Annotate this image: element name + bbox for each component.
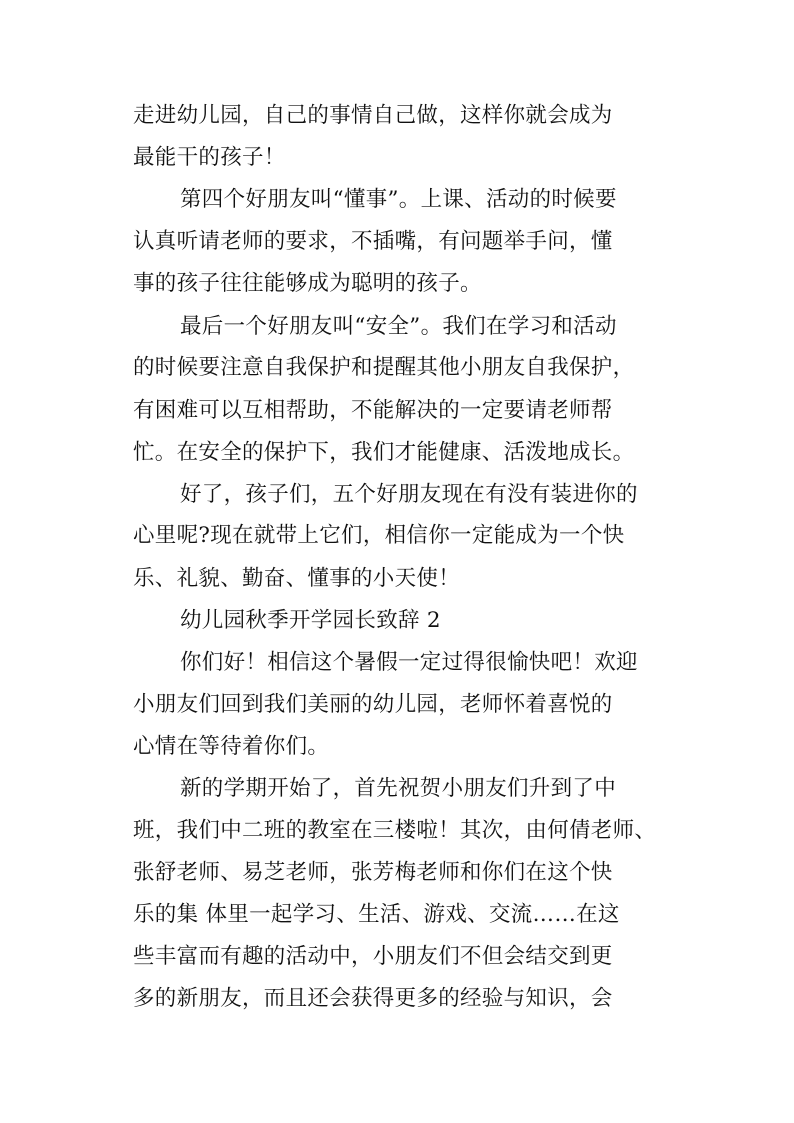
paragraph-start-line: 最后一个好朋友叫“安全”。我们在学习和活动 <box>180 314 617 339</box>
text-line: 事的孩子往往能够成为聪明的孩子。 <box>133 271 482 296</box>
paragraph-start-line: 好了，孩子们，五个好朋友现在有没有装进你的 <box>180 482 638 507</box>
text-line: 乐的集 体里一起学习、生活、游戏、交流……在这 <box>133 902 620 927</box>
text-line: 走进幼儿园，自己的事情自己做，这样你就会成为 <box>133 103 613 128</box>
text-line: 心里呢?现在就带上它们，相信你一定能成为一个快 <box>133 523 625 548</box>
text-line: 的时候要注意自我保护和提醒其他小朋友自我保护， <box>133 355 635 380</box>
paragraph-start-line: 你们好！相信这个暑假一定过得很愉快吧！欢迎 <box>180 650 638 675</box>
text-line: 些丰富而有趣的活动中，小朋友们不但会结交到更 <box>133 944 613 969</box>
text-line: 多的新朋友，而且还会获得更多的经验与知识，会 <box>133 986 613 1011</box>
paragraph-start-line: 第四个好朋友叫“懂事”。上课、活动的时候要 <box>180 187 617 212</box>
text-line: 忙。在安全的保护下，我们才能健康、活泼地成长。 <box>133 440 635 465</box>
text-line: 班，我们中二班的教室在三楼啦！其次，由何倩老师、 <box>133 818 657 843</box>
text-line: 有困难可以互相帮助，不能解决的一定要请老师帮 <box>133 398 613 423</box>
paragraph-start-line: 新的学期开始了，首先祝贺小朋友们升到了中 <box>180 776 617 801</box>
text-line: 心情在等待着你们。 <box>133 734 330 759</box>
text-line: 认真听请老师的要求，不插嘴，有问题举手问，懂 <box>133 229 613 254</box>
text-line: 小朋友们回到我们美丽的幼儿园，老师怀着喜悦的 <box>133 692 613 717</box>
text-line: 乐、礼貌、勤奋、懂事的小天使！ <box>133 566 461 591</box>
text-line: 最能干的孩子！ <box>133 145 286 170</box>
text-line: 张舒老师、易芝老师，张芳梅老师和你们在这个快 <box>133 860 613 885</box>
section-heading: 幼儿园秋季开学园长致辞 2 <box>180 608 441 633</box>
